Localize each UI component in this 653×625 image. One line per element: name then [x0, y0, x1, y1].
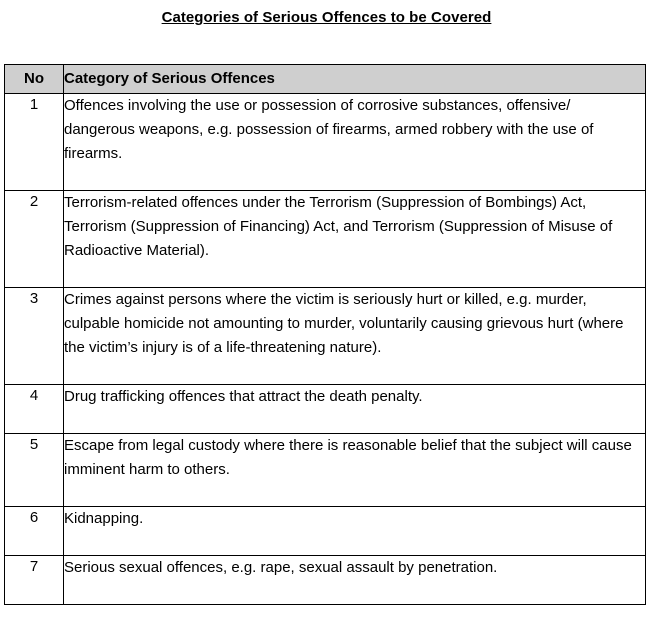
row-category: Serious sexual offences, e.g. rape, sexual assault by penetration.	[64, 556, 646, 605]
row-number: 3	[5, 288, 64, 385]
row-category: Terrorism-related offences under the Terrorism (Suppression of Bombings) Act, Terrorism (Suppression of Financing) Act, and Terrorism (Suppression of Misuse of Radioactive Material).	[64, 191, 646, 288]
row-category: Escape from legal custody where there is reasonable belief that the subject will cause imminent harm to others.	[64, 434, 646, 507]
row-number: 2	[5, 191, 64, 288]
row-number: 5	[5, 434, 64, 507]
row-category: Kidnapping.	[64, 507, 646, 556]
row-number: 4	[5, 385, 64, 434]
table-header-row	[5, 65, 646, 94]
table-row	[5, 94, 646, 191]
table-row	[5, 191, 646, 288]
table-row	[5, 288, 646, 385]
row-category: Crimes against persons where the victim is seriously hurt or killed, e.g. murder, culpable homicide not amounting to murder, voluntarily causing grievous hurt (where the victim’s injury is of a life-threatening nature).	[64, 288, 646, 385]
row-category: Offences involving the use or possession of corrosive substances, offensive/ dangerous weapons, e.g. possession of firearms, armed robbery with the use of firearms.	[64, 94, 646, 191]
row-number: 7	[5, 556, 64, 605]
table-row	[5, 434, 646, 507]
table-row	[5, 507, 646, 556]
row-category: Drug trafficking offences that attract the death penalty.	[64, 385, 646, 434]
header-no: No	[5, 65, 64, 94]
table-row	[5, 556, 646, 605]
table-row	[5, 385, 646, 434]
document-title: Categories of Serious Offences to be Covered	[161, 9, 492, 26]
offences-table	[4, 64, 646, 605]
header-category: Category of Serious Offences	[64, 65, 646, 94]
row-number: 6	[5, 507, 64, 556]
row-number: 1	[5, 94, 64, 191]
